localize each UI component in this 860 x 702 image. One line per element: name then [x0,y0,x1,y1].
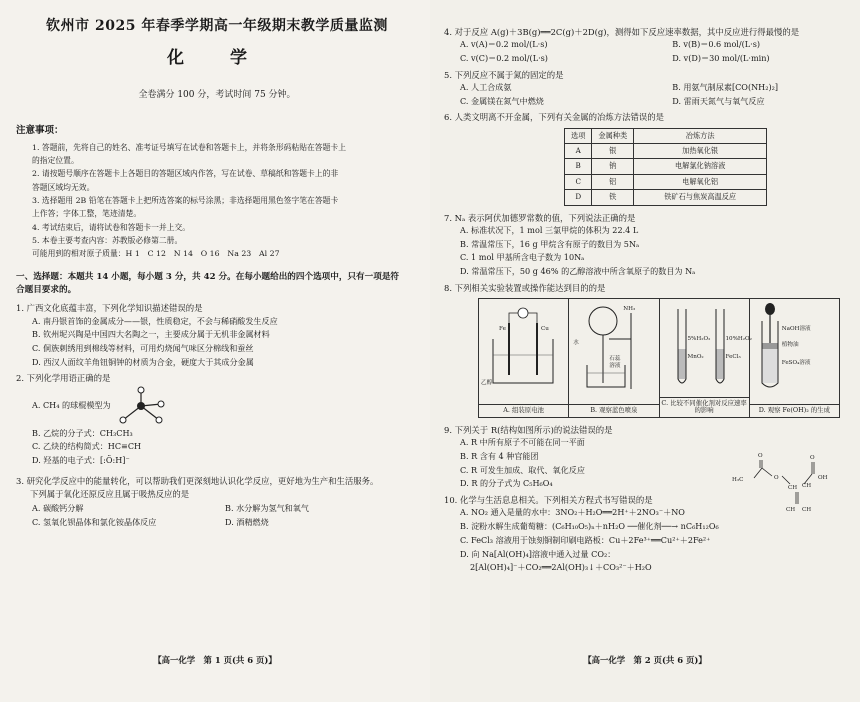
table-cell: 铁 [592,190,634,205]
q5-option-d: D. 雷雨天氮气与氧气反应 [672,95,765,106]
q10-option-a: A. NO₂ 通入是量的水中：3NO₂＋H₂O══2H⁺＋2NO₃⁻＋NO [460,507,685,518]
q7-option-b: B. 常温常压下，16 g 甲烷含有原子的数目为 5Nₐ [460,238,640,249]
score-info: 全卷满分 100 分，考试时间 75 分钟。 [138,89,296,100]
q4-option-b: B. v(B)＝0.6 mol/(L·s) [672,39,761,50]
label-h2o2-5: 5%H₂O₂ [687,336,711,342]
label-oil: 植物油 [781,342,799,348]
section-line: 一、选择题：本题共 14 小题，每小题 3 分，共 42 分。在每小题给出的四个选项中，只有一项是符 [16,272,400,283]
q10-option-b: B. 淀粉水解生成葡萄糖：(C₆H₁₀O₅)ₙ＋nH₂O ──催化剂──→ nC₆H₁₂O₆ [460,521,719,532]
q5-option-a: A. 人工合成氨 [460,81,512,92]
caption-b: B. 观察蓝色喷泉 [569,404,658,417]
q8-apparatus-a [479,299,569,417]
q3-option-d: D. 酒精燃烧 [225,516,269,527]
q9-option-c: C. R 可发生加成、取代、氧化反应 [460,464,585,475]
notice-line: 答题区域均无效。 [32,182,95,192]
notice-line: 1. 答题前，先将自己的姓名、准考证号填写在试卷和答题卡上，并将条形码粘贴在答题卡上 [32,142,346,152]
question-2-stem: 2. 下列化学用语正确的是 [16,373,111,384]
notice-line: 3. 选择题用 2B 铅笔在答题卡上把所选答案的标号涂黑；非选择题用黑色签字笔在答题卡 [32,195,339,205]
q5-option-b: B. 用氨气制尿素[CO(NH₂)₂] [672,81,779,92]
notice-line: 5. 本卷主要考查内容：苏教版必修第二册。 [32,235,183,245]
caption-c: C. 比较不同催化剂对反应速率的影响 [660,397,749,417]
label-ethanol: 乙醇 [481,380,493,386]
atom-label: O [758,453,763,459]
atom-label: H₃C [732,477,744,483]
subject-title: 化 学 [167,48,267,69]
q8-apparatus-d [750,299,839,417]
table-header: 金属种类 [592,128,634,143]
table-row [565,190,767,205]
question-4-stem: 4. 对于反应 A(g)＋3B(g)══2C(g)＋2D(g)，测得如下反应速率数据，其中反应进行得最慢的是 [444,27,800,37]
notice-heading: 注意事项： [16,124,64,136]
label-water: 水 [573,340,579,346]
q3-option-b: B. 水分解为氢气和氧气 [225,503,309,514]
question-6-stem: 6. 人类文明离不开金属，下列有关金属的冶炼方法错误的是 [444,112,665,123]
q4-options-row2 [460,53,846,65]
table-header-row [565,128,767,143]
label-litmus: 石蕊 [609,356,621,362]
table-cell: 电解氧化铝 [634,174,767,189]
q5-options-row2 [460,96,846,108]
q3-options-row1 [32,503,418,515]
label-mno2: MnO₂ [687,354,704,360]
table-cell: C [565,174,592,189]
label-fe: Fe [499,326,506,332]
q3-options-row2 [32,517,418,529]
page-2 [430,0,860,702]
table-row [565,159,767,174]
ball-stick-model-icon [115,386,167,426]
q4-option-a: A. v(A)＝0.2 mol/(L·s) [460,39,548,50]
q2-option-a-text: A. CH₄ 的球棍模型为 [32,399,111,410]
label-feso4: FeSO₄溶液 [781,360,811,366]
page-2-footer: 【高一化学 第 2 页(共 6 页)】 [583,654,707,665]
molecule-structure-icon [730,452,830,518]
atomic-masses: 可能用到的相对原子质量：H 1 C 12 N 14 O 16 Na 23 Al 27 [32,249,280,259]
label-cu: Cu [541,326,549,332]
q3-option-a: A. 碳酸钙分解 [32,503,84,514]
question-9-stem: 9. 下列关于 R(结构如图所示)的说法错误的是 [444,425,613,435]
question-3-stem: 3. 研究化学反应中的能量转化，可以帮助我们更深刻地认识化学反应，更好地为生产和生活服务。 [16,475,379,486]
table-cell: A [565,143,592,158]
q7-option-c: C. 1 mol 甲基所含电子数为 10Nₐ [460,252,585,263]
q5-options-row1 [460,82,846,94]
q2-option-c: C. 乙炔的结构简式：HC≡CH [32,441,142,452]
table-header: 冶炼方法 [634,128,767,143]
exam-title: 钦州市 2025 年春季学期高一年级期末教学质量监测 [46,18,388,34]
table-cell: 银 [592,143,634,158]
q10-option-d-equation: 2[Al(OH)₄]⁻＋CO₂══2Al(OH)₃↓＋CO₃²⁻＋H₂O [470,562,652,573]
label-nh3: NH₃ [623,306,636,312]
atom-label: CH [802,483,812,489]
q2-option-b: B. 乙烷的分子式：CH₃CH₃ [32,427,133,438]
q9-option-a: A. R 中所有原子不可能在同一平面 [460,437,585,448]
q9-option-d: D. R 的分子式为 C₅H₆O₄ [460,478,553,489]
table-cell: B [565,159,592,174]
section-heading [16,271,418,296]
q2-option-d: D. 羟基的电子式：[:Ö:H]⁻ [32,455,130,466]
caption-d: D. 观察 Fe(OH)₂ 的生成 [750,404,839,417]
atom-label: CH [786,507,796,513]
label-h2o2-10: 10%H₂O₂ [725,336,752,342]
q8-apparatus-c [660,299,750,417]
q4-option-d: D. v(D)＝30 mol/(L·min) [672,52,770,63]
table-cell: 铁矿石与焦炭高温反应 [634,190,767,205]
q6-table [564,128,767,206]
label-solution: 溶液 [609,363,621,369]
q10-option-c: C. FeCl₃ 溶液用于蚀刻铜制印刷电路板：Cu＋2Fe³⁺══Cu²⁺＋2Fe²⁺ [460,534,711,545]
table-cell: D [565,190,592,205]
q2-option-a [32,386,418,426]
table-cell: 钠 [592,159,634,174]
q5-option-c: C. 金属镁在氮气中燃烧 [460,95,544,106]
table-header: 选项 [565,128,592,143]
section-line: 合题目要求的。 [16,284,77,295]
label-fecl3: FeCl₃ [725,354,741,360]
question-1-stem: 1. 广西文化底蕴丰富，下列化学知识描述错误的是 [16,303,203,314]
question-8-stem: 8. 下列相关实验装置或操作能达到目的的是 [444,282,606,293]
q8-apparatus-b [569,299,659,417]
q1-option-c: C. 侗族刺绣用到棉线等材料，可用灼烧闻气味区分棉线和蚕丝 [32,342,254,353]
atom-label: O [810,455,815,461]
table-row [565,174,767,189]
atom-label: OH [818,475,828,481]
fountain-flask-icon [569,299,657,395]
q1-option-b: B. 钦州坭兴陶是中国四大名陶之一，主要成分属于无机非金属材料 [32,329,270,340]
q9-option-b: B. R 含有 4 种官能团 [460,450,539,461]
page-1-footer: 【高一化学 第 1 页(共 6 页)】 [153,654,277,665]
notice-line: 4. 考试结束后，请将试卷和答题卡一并上交。 [32,222,191,232]
q7-option-d: D. 常温常压下，50 g 46% 的乙醇溶液中所含氧原子的数目为 Nₐ [460,266,696,277]
q4-options-row1 [460,39,846,51]
atom-label: CH [802,507,812,513]
atom-label: O [774,475,779,481]
notice-line: 的指定位置。 [32,156,79,166]
test-tubes-icon [660,299,748,395]
q4-option-c: C. v(C)＝0.2 mol/(L·s) [460,52,548,63]
q7-option-a: A. 标准状况下，1 mol 三氯甲烷的体积为 22.4 L [460,224,639,235]
label-naoh: NaOH溶液 [781,326,811,332]
structure-r [730,452,830,518]
notice-line: 2. 请按题号顺序在答题卡上各题目的答题区域内作答，写在试卷、草稿纸和答题卡上的非 [32,169,339,179]
caption-a: A. 组装原电池 [479,404,568,417]
atom-label: CH [788,485,798,491]
q1-option-d: D. 西汉人面纹羊角钮铜钟的材质为合金，硬度大于其成分金属 [32,356,254,367]
table-cell: 电解氯化钠溶液 [634,159,767,174]
table-cell: 加热氧化银 [634,143,767,158]
question-3-stem-cont: 下列属于氧化还原反应且属于吸热反应的是 [30,489,190,500]
q8-experiment-figure [478,298,840,418]
q3-option-c: C. 氢氧化钡晶体和氯化铵晶体反应 [32,516,157,527]
q10-option-d: D. 向 Na[Al(OH)₄]溶液中通入过量 CO₂： [460,548,616,559]
q1-option-a: A. 南丹银首饰的金属成分——银，性质稳定，不会与稀硝酸发生反应 [32,315,278,326]
notice-line: 上作答；字体工整，笔迹清楚。 [32,209,142,219]
question-7-stem: 7. Nₐ 表示阿伏加德罗常数的值，下列说法正确的是 [444,212,636,223]
question-10-stem: 10. 化学与生活息息相关。下列相关方程式书写错误的是 [444,495,653,506]
table-cell: 铝 [592,174,634,189]
question-5-stem: 5. 下列反应不属于氮的固定的是 [444,69,564,80]
table-row [565,143,767,158]
